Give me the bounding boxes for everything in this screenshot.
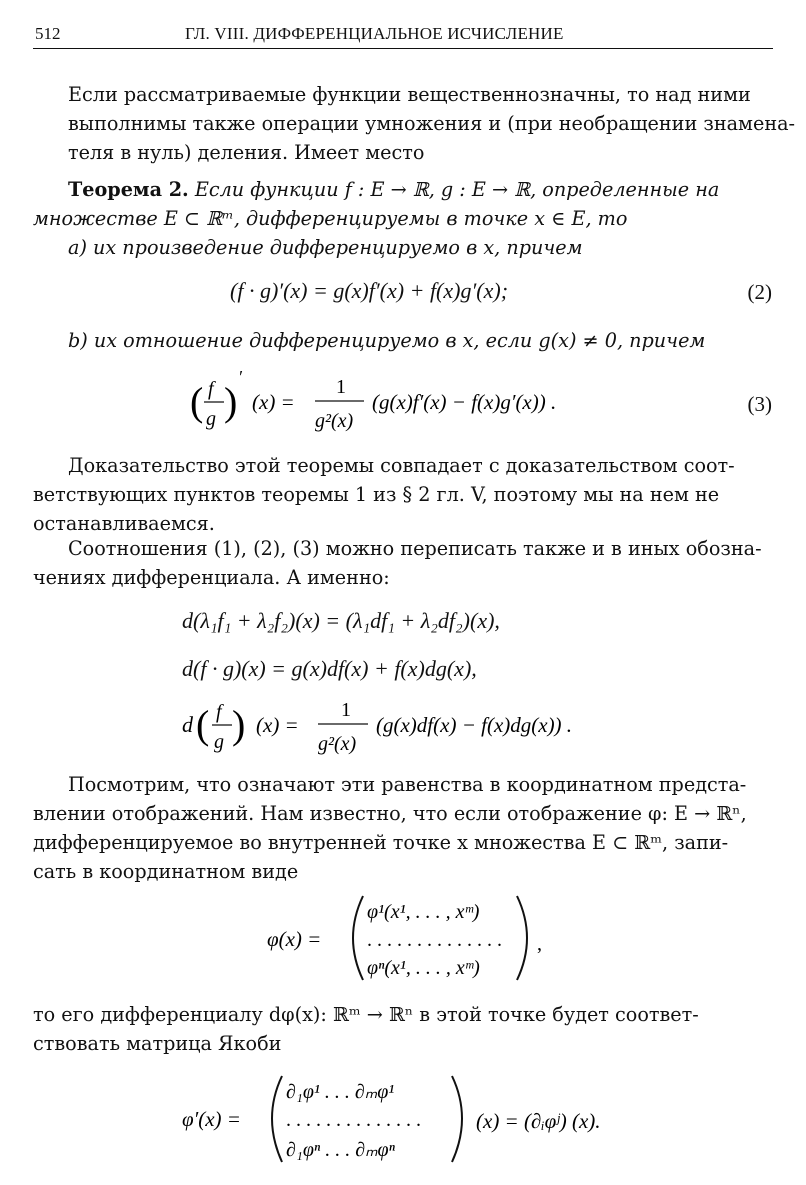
eqc-g: g xyxy=(214,731,224,753)
eq3-prime: ′ xyxy=(238,367,242,387)
jacobi-row-1: ∂₁φ¹ . . . ∂ₘφ¹ xyxy=(286,1081,395,1103)
item-a xyxy=(68,233,771,262)
jacobi-left-paren xyxy=(272,1076,282,1162)
intro-line-3: теля в нуль) деления. Имеет место xyxy=(68,141,425,164)
chapter-title: ГЛ. VIII. ДИФФЕРЕНЦИАЛЬНОЕ ИСЧИСЛЕНИЕ xyxy=(185,24,564,43)
relations-line-2: чениях дифференциала. А именно: xyxy=(33,566,390,589)
equation-3 xyxy=(190,365,630,440)
intro-line-1: Если рассматриваемые функции вещественнозначны, то над ними xyxy=(68,83,751,106)
equation-linear: d(λ₁f₁ + λ₂f₂)(x) = (λ₁df₁ + λ₂df₂)(x), xyxy=(182,608,500,633)
item-b xyxy=(68,326,771,355)
equation-2: (f · g)′(x) = g(x)f′(x) + f(x)g′(x); xyxy=(230,278,509,303)
eqc-f: f xyxy=(216,701,222,723)
jacobi-right-paren xyxy=(452,1076,462,1162)
proof-note xyxy=(33,451,771,538)
theorem-line-2: множестве E ⊂ ℝᵐ, дифференцируемы в точке x ∈ E, то xyxy=(33,207,628,230)
equation-3-number: (3) xyxy=(747,392,772,416)
phi-row-1: φ¹(x¹, . . . , xᵐ) xyxy=(367,901,480,923)
eqc-rhs: (g(x)df(x) − f(x)dg(x)) . xyxy=(376,713,573,737)
coords-line-4: сать в координатном виде xyxy=(33,860,299,883)
eqc-lhs-arg: (x) = xyxy=(256,713,299,737)
proof-line-1: Доказательство этой теоремы совпадает с доказательством соот- xyxy=(68,454,735,477)
eq3-close-paren: ) xyxy=(224,379,238,424)
intro-paragraph xyxy=(68,80,796,167)
theorem-text-1: Если функции f : E → ℝ, g : E → ℝ, определенные на xyxy=(194,178,720,201)
eq3-open-paren: ( xyxy=(190,379,204,424)
phi-right-paren xyxy=(517,896,527,980)
relations-line-1: Соотношения (1), (2), (3) можно переписать также и в иных обозна- xyxy=(68,537,762,560)
phi-row-3: φⁿ(x¹, . . . , xᵐ) xyxy=(367,957,480,979)
running-header xyxy=(35,24,771,46)
coords-line-2: влении отображений. Нам известно, что если отображение φ: E → ℝⁿ, xyxy=(33,802,747,825)
phi-left-paren xyxy=(353,896,363,980)
header-rule xyxy=(33,48,773,49)
jacobi-line-1: то его дифференциалу dφ(x): ℝᵐ → ℝⁿ в этой точке будет соответ- xyxy=(33,1003,699,1026)
theorem-label: Теорема 2. xyxy=(68,178,189,201)
eqc-open-paren: ( xyxy=(196,702,210,747)
eq3-rhs: (g(x)f′(x) − f(x)g′(x)) . xyxy=(372,390,557,414)
phi-tail: , xyxy=(537,933,542,955)
coords-paragraph xyxy=(33,770,771,886)
coords-line-3: дифференцируемое во внутренней точке x множества E ⊂ ℝᵐ, запи- xyxy=(33,831,729,854)
jacobi-row-2: . . . . . . . . . . . . . . xyxy=(286,1109,421,1131)
jacobi-lhs: φ′(x) = xyxy=(182,1107,241,1131)
equation-phi-vector xyxy=(265,888,555,988)
eq3-denominator: g²(x) xyxy=(315,410,354,432)
theorem-line-1 xyxy=(68,175,771,204)
theorem-line-2-block xyxy=(33,204,773,233)
eqc-close-paren: ) xyxy=(232,702,246,747)
theorem-statement xyxy=(68,175,771,204)
proof-line-3: останавливаемся. xyxy=(33,512,215,535)
eq3-f: f xyxy=(208,378,214,400)
eq3-g: g xyxy=(206,408,216,430)
equation-quotient-diff xyxy=(178,690,648,760)
equation-jacobi-matrix xyxy=(180,1066,640,1171)
proof-line-2: ветствующих пунктов теоремы 1 из § 2 гл. V, поэтому мы на нем не xyxy=(33,483,720,506)
relations-paragraph xyxy=(33,534,771,592)
jacobi-rhs: (x) = (∂ᵢφʲ) (x). xyxy=(476,1109,601,1133)
item-a-text: a) их произведение дифференцируемо в x, причем xyxy=(68,236,583,259)
eq3-lhs-arg: (x) = xyxy=(252,390,295,414)
phi-row-2: . . . . . . . . . . . . . . xyxy=(367,929,502,951)
eqc-denominator: g²(x) xyxy=(318,733,357,755)
equation-product: d(f · g)(x) = g(x)df(x) + f(x)dg(x), xyxy=(182,656,477,681)
equation-2-number: (2) xyxy=(747,280,772,304)
item-b-text: b) их отношение дифференцируемо в x, если g(x) ≠ 0, причем xyxy=(68,329,706,352)
jacobi-line-2: ствовать матрица Якоби xyxy=(33,1032,282,1055)
phi-lhs: φ(x) = xyxy=(267,927,322,951)
jacobi-row-3: ∂₁φⁿ . . . ∂ₘφⁿ xyxy=(286,1139,395,1161)
page-number: 512 xyxy=(35,24,61,43)
eq3-one: 1 xyxy=(336,376,346,398)
jacobi-paragraph xyxy=(33,1000,773,1058)
eqc-one: 1 xyxy=(341,699,351,721)
eqc-d: d xyxy=(182,712,193,737)
intro-line-2: выполнимы также операции умножения и (при необращении знамена- xyxy=(68,112,796,135)
coords-line-1: Посмотрим, что означают эти равенства в координатном предста- xyxy=(68,773,747,796)
